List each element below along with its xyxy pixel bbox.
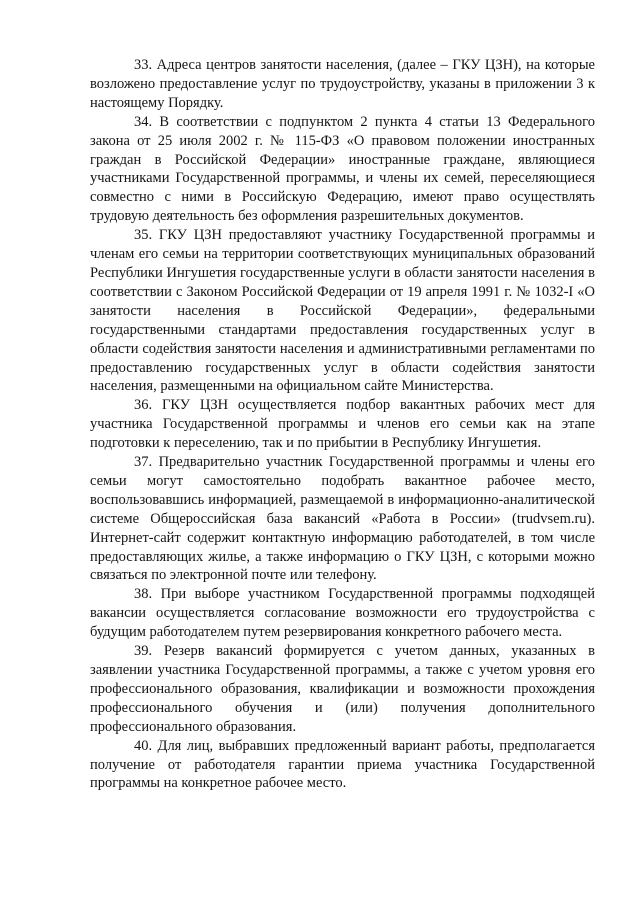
paragraph-38: 38. При выборе участником Государственной программы подходящей вакансии осуществляется согласование возможности его трудоустройства с будущим работодателем путем резервирования конкретного рабочего места. — [90, 586, 595, 641]
paragraph-37: 37. Предварительно участник Государственной программы и члены его семьи могут самостоятельно подобрать вакантное рабочее место, воспользовавшись информацией, размещаемой в информационно-аналитической системе Общероссийская база вакансий «Работа в России» (trudvsem.ru). Интернет-сайт содержит контактную информацию работодателей, в том числе предоставляющих жилье, а также информацию о ГКУ ЦЗН, с которыми можно связаться по электронной почте или телефону. — [90, 454, 595, 584]
paragraph-40: 40. Для лиц, выбравших предложенный вариант работы, предполагается получение от работодателя гарантии приема участника Государственной программы на конкретное рабочее место. — [90, 737, 595, 792]
paragraph-35: 35. ГКУ ЦЗН предоставляют участнику Государственной программы и членам его семьи на территории соответствующих муниципальных образований Республики Ингушетия государственные услуги в области занятости населения в соответствии с Законом Российской Федерации от 19 апреля 1991 г. № 1032-I «О занятости населения в Российской Федерации», федеральными государственными стандартами предоставления государственных услуг в области содействия занятости населения и административными регламентами по предоставлению государственных услуг в области содействия занятости населения, размещенными на официальном сайте Министерства. — [90, 227, 595, 395]
paragraph-36: 36. ГКУ ЦЗН осуществляется подбор вакантных рабочих мест для участника Государственной программы и членов его семьи как на этапе подготовки к переселению, так и по прибытии в Республику Ингушетия. — [90, 397, 595, 452]
paragraph-34: 34. В соответствии с подпунктом 2 пункта 4 статьи 13 Федерального закона от 25 июля 2002 г. № 115-ФЗ «О правовом положении иностранных граждан в Российской Федерации» иностранные граждане, являющиеся участниками Государственной программы, и члены их семей, переселяющиеся совместно с ними в Российскую Федерацию, имеют право осуществлять трудовую деятельность без оформления разрешительных документов. — [90, 113, 595, 225]
paragraph-33: 33. Адреса центров занятости населения, (далее – ГКУ ЦЗН), на которые возложено предоставление услуг по трудоустройству, указаны в приложении 3 к настоящему Порядку. — [90, 57, 595, 111]
paragraph-39: 39. Резерв вакансий формируется с учетом данных, указанных в заявлении участника Государственной программы, а также с учетом уровня его профессионального образования, квалификации и возможности прохождения профессионального обучения и (или) получения дополнительного профессионального образования. — [90, 643, 595, 735]
document-body — [90, 56, 595, 793]
